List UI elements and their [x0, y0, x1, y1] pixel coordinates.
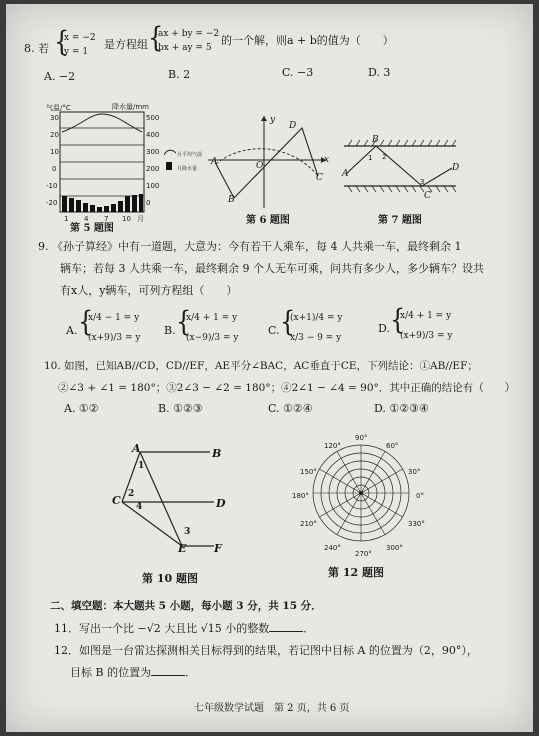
fig5-x-tick-7: 7 — [104, 215, 109, 223]
q8-tail: 的一个解，则a + b的值为（ ） — [221, 34, 394, 47]
fig12-radar — [306, 438, 416, 548]
fig5-left-tick-neg10: -10 — [46, 182, 58, 190]
fig7-angle-1: 1 — [368, 154, 373, 162]
fig12-angle-300: 300° — [386, 544, 403, 552]
fig12-angle-240: 240° — [324, 544, 341, 552]
fig5-legend-temp: 月平均气温 — [177, 152, 203, 158]
fig6-diagram — [202, 112, 332, 212]
fig10-label-e: E — [178, 542, 187, 555]
q12-prompt: 目标 B 的位置为 — [70, 666, 152, 679]
fig6-label-c: C — [316, 173, 323, 183]
fig10-angle-3: 3 — [184, 527, 191, 537]
q8-option-b: B. 2 — [168, 68, 191, 81]
q9-option-b-label: B. — [164, 324, 176, 337]
fig12-caption: 第 12 题图 — [328, 566, 384, 579]
page-footer: 七年级数学试题 第 2 页，共 6 页 — [194, 703, 350, 714]
fig5-x-tick-month: 月 — [137, 215, 144, 223]
fig5-right-tick-500: 500 — [146, 114, 160, 122]
fig5-legend-line — [164, 149, 176, 157]
fig5-legend-bar — [166, 162, 172, 170]
q9-line2: 辆车；若每 3 人共乘一车，最终剩余 9 个人无车可乘，问共有多少人，多少辆车？设共 — [60, 262, 484, 275]
q8-system2-row1: ax + by = −2 — [158, 29, 220, 39]
q9-option-b-brace: { — [176, 305, 192, 339]
fig5-left-tick-neg20: -20 — [46, 199, 58, 207]
fig5-left-tick-30: 30 — [50, 114, 59, 122]
q8-brace-1: { — [54, 25, 70, 59]
fig5-legend-rain: 月降水量 — [177, 166, 198, 172]
fig10-angle-4: 4 — [136, 502, 143, 512]
fig5-right-tick-400: 400 — [146, 131, 160, 139]
q9-option-c-label: C. — [268, 324, 280, 337]
q9-option-c-row2: x/3 − 9 = y — [290, 333, 342, 343]
fig12-angle-210: 210° — [300, 520, 317, 528]
fig5-x-tick-4: 4 — [84, 215, 89, 223]
q9-option-c-brace: { — [280, 305, 296, 339]
fig6-caption: 第 6 题图 — [246, 215, 290, 226]
q11-prompt: 11．写出一个比 −√2 大且比 √15 小的整数 — [54, 622, 270, 635]
fig10-label-b: B — [212, 447, 222, 460]
fig12-angle-180: 180° — [292, 492, 309, 500]
fig6-label-x: x — [324, 155, 330, 165]
fig7-angle-3: 3 — [420, 178, 425, 186]
q9-option-a-label: A. — [66, 324, 78, 337]
q10-option-b: B. ①②③ — [158, 402, 203, 415]
fig12-angle-30: 30° — [408, 468, 421, 476]
fig6-label-y: y — [270, 115, 276, 125]
q8-brace-2: { — [148, 21, 164, 55]
fig5-right-tick-200: 200 — [146, 165, 160, 173]
fig7-caption: 第 7 题图 — [378, 215, 422, 226]
fig10-angle-2: 2 — [128, 489, 135, 499]
q8-system1-row1: x = −2 — [64, 33, 96, 43]
fig6-label-a: A — [211, 157, 218, 167]
fig5-caption: 第 5 题图 — [70, 223, 114, 234]
q9-option-d-label: D. — [378, 322, 390, 335]
fig7-angle-2: 2 — [382, 153, 387, 161]
q12-answer-blank[interactable] — [151, 666, 185, 676]
fig5-left-tick-0: 0 — [52, 165, 57, 173]
q9-option-b-row2: (x−9)/3 = y — [186, 333, 239, 343]
q8-system2-row2: bx + ay = 5 — [158, 43, 212, 53]
q9-line3: 有x人，y辆车，可列方程组（ ） — [60, 284, 238, 297]
fig5-x-tick-1: 1 — [64, 215, 69, 223]
q9-line1: 9. 《孙子算经》中有一道题，大意为：今有若干人乘车，每 4 人共乘一车，最终剩余 1 — [38, 240, 462, 253]
q9-option-c-row1: (x+1)/4 = y — [290, 313, 343, 323]
fig7-label-c: C — [424, 191, 431, 201]
q8-number: 8. 若 — [24, 42, 49, 55]
q8-option-d: D. 3 — [368, 66, 391, 79]
fig5-right-tick-100: 100 — [146, 182, 160, 190]
fig5-left-axis-title: 气温/°C — [46, 104, 71, 112]
q8-system1-row2: y = 1 — [64, 47, 89, 57]
q12-line2: 目标 B 的位置为 ． — [70, 666, 197, 679]
fig10-angle-1: 1 — [138, 461, 145, 471]
fig12-angle-150: 150° — [300, 468, 317, 476]
q10-line2: ②∠3 + ∠1 = 180°；③2∠3 − ∠2 = 180°；④2∠1 − ∠4 = 90°．其中正确的结论有（ ） — [58, 382, 516, 394]
q9-option-b-row1: x/4 + 1 = y — [186, 313, 238, 323]
fig10-label-f: F — [214, 542, 222, 555]
q9-option-a-brace: { — [78, 305, 94, 339]
q10-option-a: A. ①② — [64, 402, 99, 415]
fig5-right-axis-title: 降水量/mm — [112, 103, 149, 111]
q10-option-d: D. ①②③④ — [374, 402, 429, 415]
fig10-label-a: A — [132, 442, 141, 455]
fig6-label-b: B — [228, 195, 235, 205]
q9-option-d-row2: (x+9)/3 = y — [400, 331, 453, 341]
section2-heading: 二、填空题：本大题共 5 小题，每小题 3 分，共 15 分． — [50, 600, 322, 612]
q10-option-c: C. ①②④ — [268, 402, 313, 415]
fig6-label-o: O — [256, 161, 264, 171]
fig12-angle-0: 0° — [416, 492, 424, 500]
q11-text: 11．写出一个比 −√2 大且比 √15 小的整数 ． — [54, 622, 315, 635]
fig7-label-a: A — [342, 169, 349, 179]
q9-option-d-row1: x/4 + 1 = y — [400, 311, 452, 321]
fig12-angle-90: 90° — [355, 434, 368, 442]
fig10-label-d: D — [216, 497, 226, 510]
q12-line1: 12．如图是一台雷达探测相关目标得到的结果，若记图中目标 A 的位置为（2，90°）， — [54, 644, 478, 657]
q10-line1: 10. 如图，已知AB//CD，CD//EF，AE平分∠BAC，AC垂直于CE，下列结论：①AB//EF； — [44, 360, 478, 372]
fig7-label-d: D — [452, 163, 460, 173]
exam-page — [6, 4, 533, 732]
q9-option-d-brace: { — [390, 303, 406, 337]
fig5-right-tick-0: 0 — [146, 199, 151, 207]
fig10-caption: 第 10 题图 — [142, 572, 198, 585]
fig7-diagram — [340, 134, 460, 204]
q8-option-c: C. −3 — [282, 66, 314, 79]
fig12-angle-330: 330° — [408, 520, 425, 528]
fig5-right-tick-300: 300 — [146, 148, 160, 156]
fig5-left-tick-10: 10 — [50, 148, 59, 156]
q8-option-a: A. −2 — [44, 70, 76, 83]
fig5-left-tick-20: 20 — [50, 131, 59, 139]
fig6-label-d: D — [289, 121, 297, 131]
q8-mid-text: 是方程组 — [104, 38, 148, 51]
q11-answer-blank[interactable] — [269, 622, 303, 632]
q9-option-a-row1: x/4 − 1 = y — [88, 313, 140, 323]
fig10-label-c: C — [112, 494, 121, 507]
q9-option-a-row2: (x+9)/3 = y — [88, 333, 141, 343]
fig12-angle-120: 120° — [324, 442, 341, 450]
fig12-angle-60: 60° — [386, 442, 399, 450]
fig12-angle-270: 270° — [355, 550, 372, 558]
fig5-x-tick-10: 10 — [122, 215, 131, 223]
fig7-label-b: B — [372, 135, 379, 145]
